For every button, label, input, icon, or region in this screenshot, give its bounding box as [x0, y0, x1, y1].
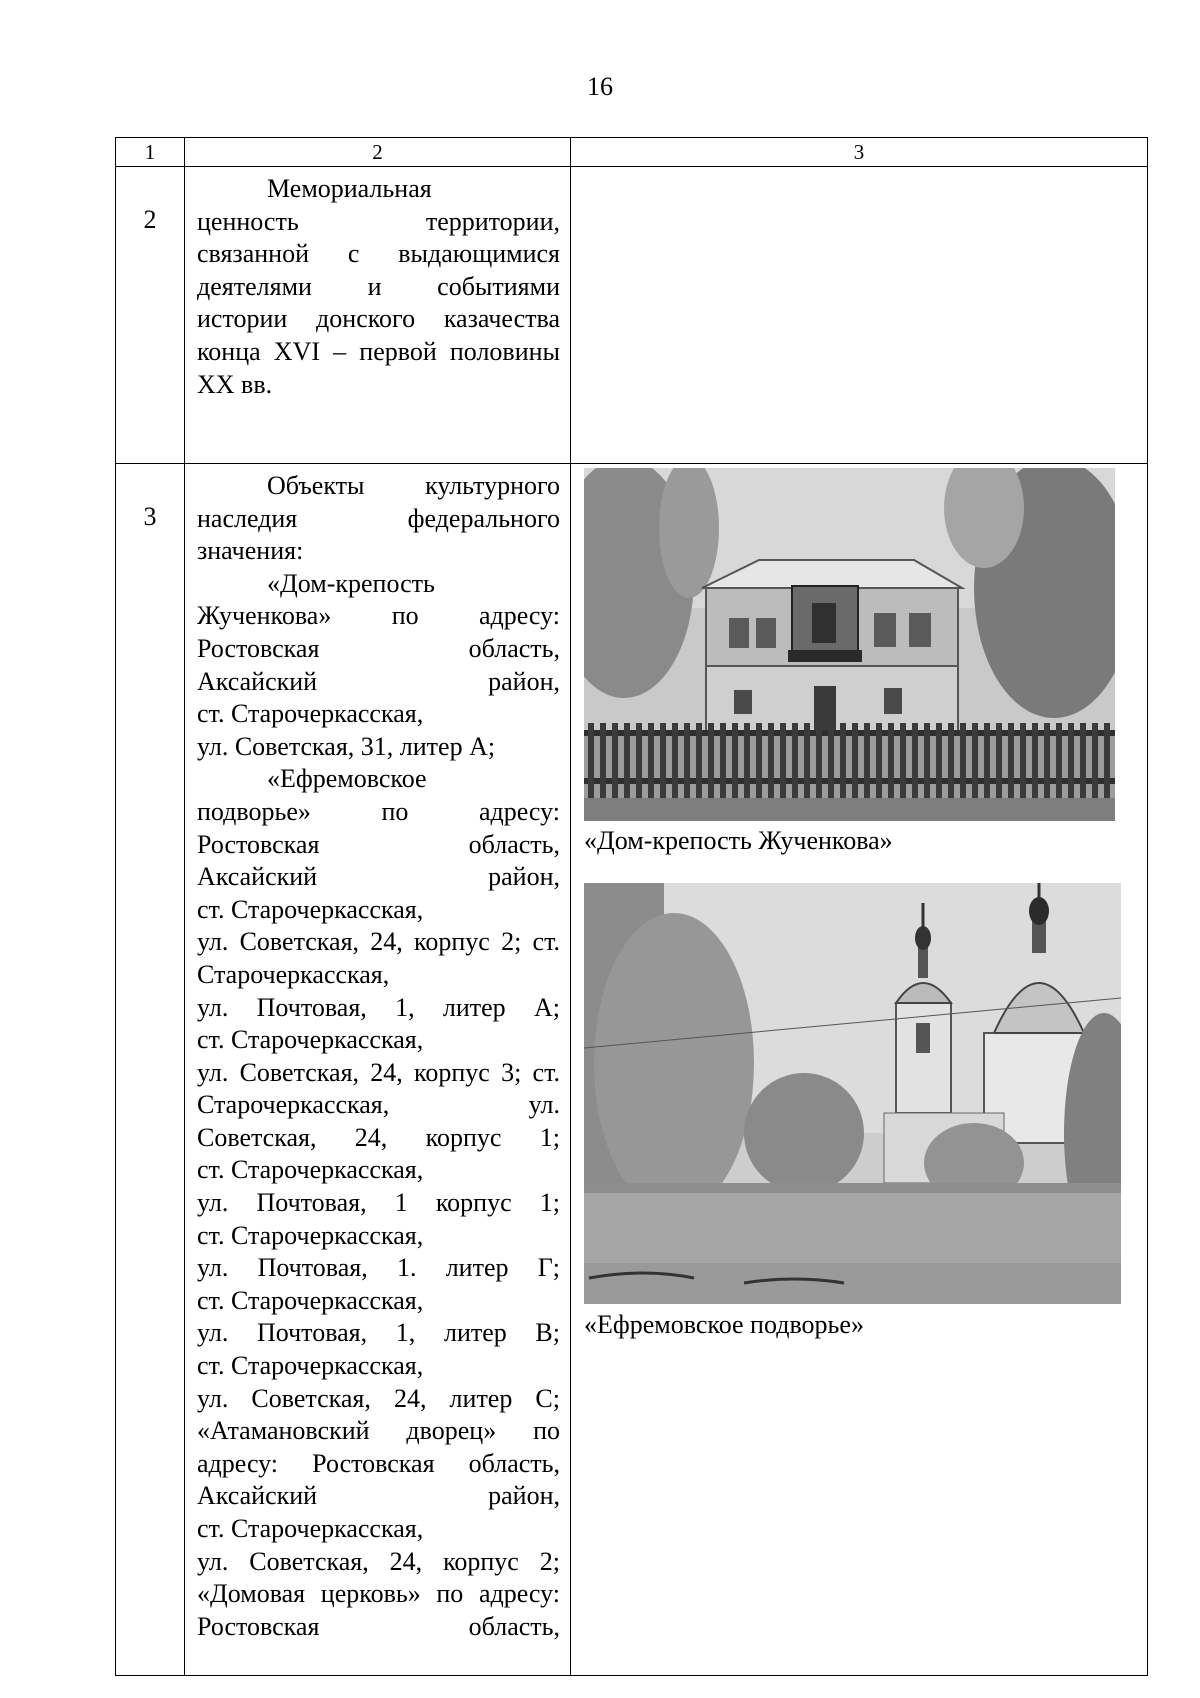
text-line: Ростовская область, — [197, 1611, 560, 1641]
text-line: ст. Старочеркасская, — [197, 1351, 424, 1381]
text-line: «Дом-крепость — [267, 568, 435, 598]
text-line: ул. Советская, 24, корпус 2; — [197, 1546, 560, 1576]
text-line: Старочеркасская, ул. — [197, 1090, 560, 1120]
text-line: Ростовская область, — [197, 829, 560, 859]
text-line: ул. Почтовая, 1 корпус 1; — [197, 1188, 560, 1218]
header-cell-1: 1 — [116, 138, 185, 167]
caption-efremov-courtyard: «Ефремовское подворье» — [584, 1310, 864, 1339]
row-description — [185, 167, 571, 464]
text-line: ст. Старочеркасская, — [197, 1155, 424, 1185]
text-line: ул. Почтовая, 1. литер Г; — [197, 1253, 560, 1283]
text-line: истории донского казачества — [197, 304, 560, 334]
text-line: Мемориальная — [267, 174, 432, 203]
photo-house-fortress — [584, 468, 1115, 821]
page-number: 16 — [587, 72, 613, 101]
text-line: значения: — [197, 536, 304, 566]
text-line: Жученкова» по адресу: — [197, 601, 560, 631]
house-fortress-image — [584, 468, 1115, 821]
text-line: ст. Старочеркасская, — [197, 1025, 424, 1055]
text-line: деятелями и событиями — [197, 271, 560, 301]
text-line: ст. Старочеркасская, — [197, 699, 424, 729]
text-line: Советская, 24, корпус 1; — [197, 1122, 560, 1152]
text-line: «Ефремовское — [267, 764, 427, 794]
row-illustrations — [571, 464, 1148, 1676]
text-line: ул. Советская, 24, корпус 2; ст. — [197, 927, 560, 957]
text-line: ул. Советская, 24, корпус 3; ст. — [197, 1057, 560, 1087]
row-description — [185, 464, 571, 1676]
text-line: «Атамановский дворец» по — [197, 1416, 560, 1446]
text-line: ст. Старочеркасская, — [197, 1514, 424, 1543]
text-line: ул. Советская, 24, литер С; — [197, 1383, 560, 1413]
text-line: ул. Советская, 31, литер А; — [197, 731, 496, 761]
text-line: ул. Почтовая, 1, литер А; — [197, 992, 560, 1022]
text-line: XX вв. — [197, 369, 273, 399]
header-cell-3: 3 — [571, 138, 1148, 167]
text-line: ценность территории, — [197, 206, 560, 236]
text-line: Объекты культурного — [267, 471, 560, 500]
text-line: ст. Старочеркасская, — [197, 1285, 424, 1315]
caption-house-fortress: «Дом-крепость Жученкова» — [584, 826, 893, 855]
photo-efremov-courtyard — [584, 883, 1121, 1304]
document-table — [115, 137, 1148, 1676]
table-row — [116, 167, 1148, 464]
efremov-courtyard-image — [584, 883, 1121, 1304]
text-line: подворье» по адресу: — [197, 796, 560, 826]
text-line: наследия федерального — [197, 503, 560, 533]
text-line: ст. Старочеркасская, — [197, 1220, 424, 1250]
text-line: Аксайский район, — [197, 666, 560, 696]
table-row — [116, 464, 1148, 1676]
header-cell-2: 2 — [185, 138, 571, 167]
text-line: Аксайский район, — [197, 862, 560, 892]
text-line: Ростовская область, — [197, 633, 560, 663]
row-illustration-empty — [571, 167, 1148, 464]
text-line: Старочеркасская, — [197, 959, 390, 989]
text-line: «Домовая церковь» по адресу: — [197, 1579, 560, 1609]
text-line: ст. Старочеркасская, — [197, 894, 424, 924]
text-line: Аксайский район, — [197, 1481, 560, 1511]
text-line: адресу: Ростовская область, — [197, 1448, 560, 1478]
row-number: 2 — [116, 167, 185, 464]
text-line: ул. Почтовая, 1, литер В; — [197, 1318, 560, 1348]
text-line: связанной с выдающимися — [197, 239, 560, 269]
text-line: конца XVI – первой половины — [197, 336, 560, 366]
row-number: 3 — [116, 464, 185, 1676]
table-header-row — [116, 138, 1148, 167]
